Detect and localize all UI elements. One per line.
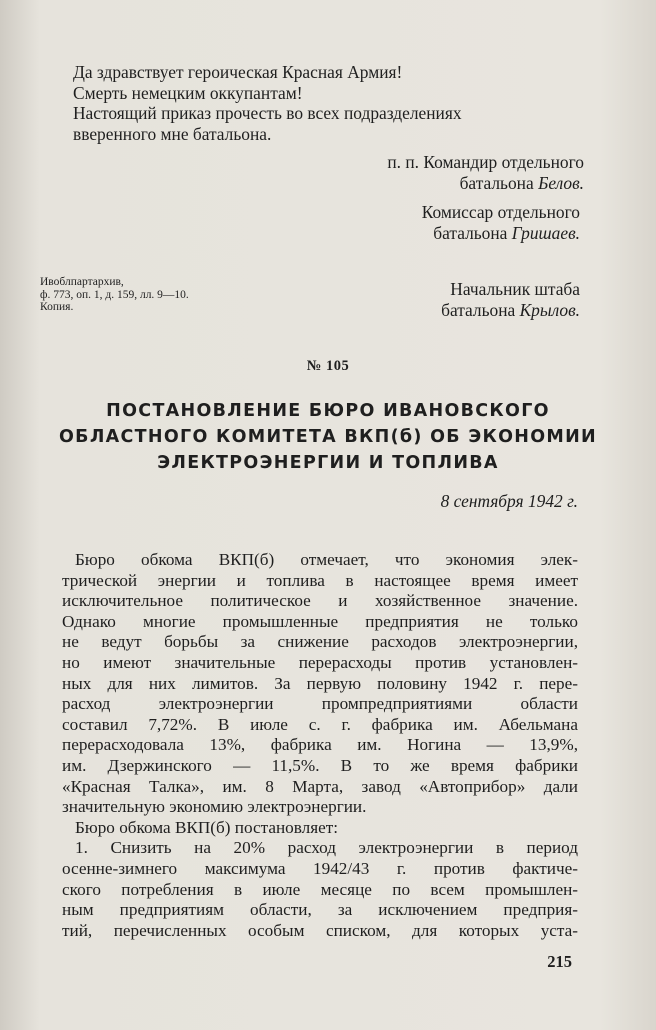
document-number: № 105	[306, 358, 350, 374]
body-line: расход электроэнергии промпредприятиями области	[62, 694, 578, 714]
body-line: Однако многие промышленные предприятия не только	[62, 611, 578, 631]
document-date: 8 сентября 1942 г.	[440, 491, 578, 511]
archive-reference: Ивоблпартархив, ф. 773, оп. 1, д. 159, лл. 9—10. Копия.	[40, 276, 189, 313]
signature-commissar	[422, 202, 580, 244]
body-line: ным предприятиям области, за исключением предприя-	[62, 900, 578, 920]
signature-name: Крылов.	[519, 300, 580, 320]
body-line: трической энергии и топлива в настоящее время имеет	[62, 570, 578, 590]
signature-chief-of-staff	[441, 279, 580, 321]
body-line: ных для них лимитов. За первую половину 1942 г. пере-	[62, 673, 578, 693]
body-line: значительную экономию электроэнергии.	[62, 797, 367, 817]
closing-slogans	[73, 62, 462, 144]
body-text	[62, 550, 578, 941]
signature-line: батальона Крылов.	[441, 300, 580, 320]
order-instruction-line: Настоящий приказ прочесть во всех подразделениях	[73, 103, 462, 123]
order-instruction-line: вверенного мне батальона.	[73, 123, 272, 144]
signature-title: Начальник штаба	[450, 279, 580, 299]
signature-line: батальона Гришаев.	[433, 223, 580, 243]
page-number: 215	[547, 952, 572, 971]
slogan-line: Да здравствует героическая Красная Армия!	[73, 62, 403, 82]
signature-title: п. п. Командир отдельного	[387, 152, 584, 172]
body-line: ского потребления в июле месяце по всем промышлен-	[62, 879, 578, 899]
signature-title: Комиссар отдельного	[421, 202, 580, 222]
body-line: составил 7,72%. В июле с. г. фабрика им. Абельмана	[62, 714, 578, 734]
body-line: но имеют значительные перерасходы против установлен-	[62, 652, 578, 672]
signature-line: батальона Белов.	[459, 173, 584, 193]
body-line: не ведут борьбы за снижение расходов электроэнергии,	[62, 632, 578, 652]
body-line: Бюро обкома ВКП(б) постановляет:	[75, 817, 339, 837]
body-line: «Красная Талка», им. 8 Марта, завод «Автоприбор» дали	[62, 776, 578, 796]
signature-commander	[387, 152, 584, 194]
body-line: исключительное политическое и хозяйственное значение.	[62, 591, 578, 611]
signature-name: Белов.	[538, 173, 584, 193]
body-line: им. Дзержинского — 11,5%. В то же время фабрики	[62, 755, 578, 775]
signature-name: Гришаев.	[511, 223, 580, 243]
body-line: тий, перечисленных особым списком, для которых уста-	[62, 920, 578, 940]
body-line: осенне-зимнего максимума 1942/43 г. против фактиче-	[62, 858, 578, 878]
body-line: Бюро обкома ВКП(б) отмечает, что экономия элек-	[75, 550, 578, 569]
body-line: перерасходовала 13%, фабрика им. Ногина — 13,9%,	[62, 735, 578, 755]
body-line: 1. Снизить на 20% расход электроэнергии в период	[75, 838, 578, 858]
document-heading: ПОСТАНОВЛЕНИЕ БЮРО ИВАНОВСКОГО ОБЛАСТНОГО КОМИТЕТА ВКП(б) ОБ ЭКОНОМИИ ЭЛЕКТРОЭНЕРГИИ И ТОПЛИВА	[59, 401, 597, 473]
slogan-line: Смерть немецким оккупантам!	[73, 82, 303, 103]
